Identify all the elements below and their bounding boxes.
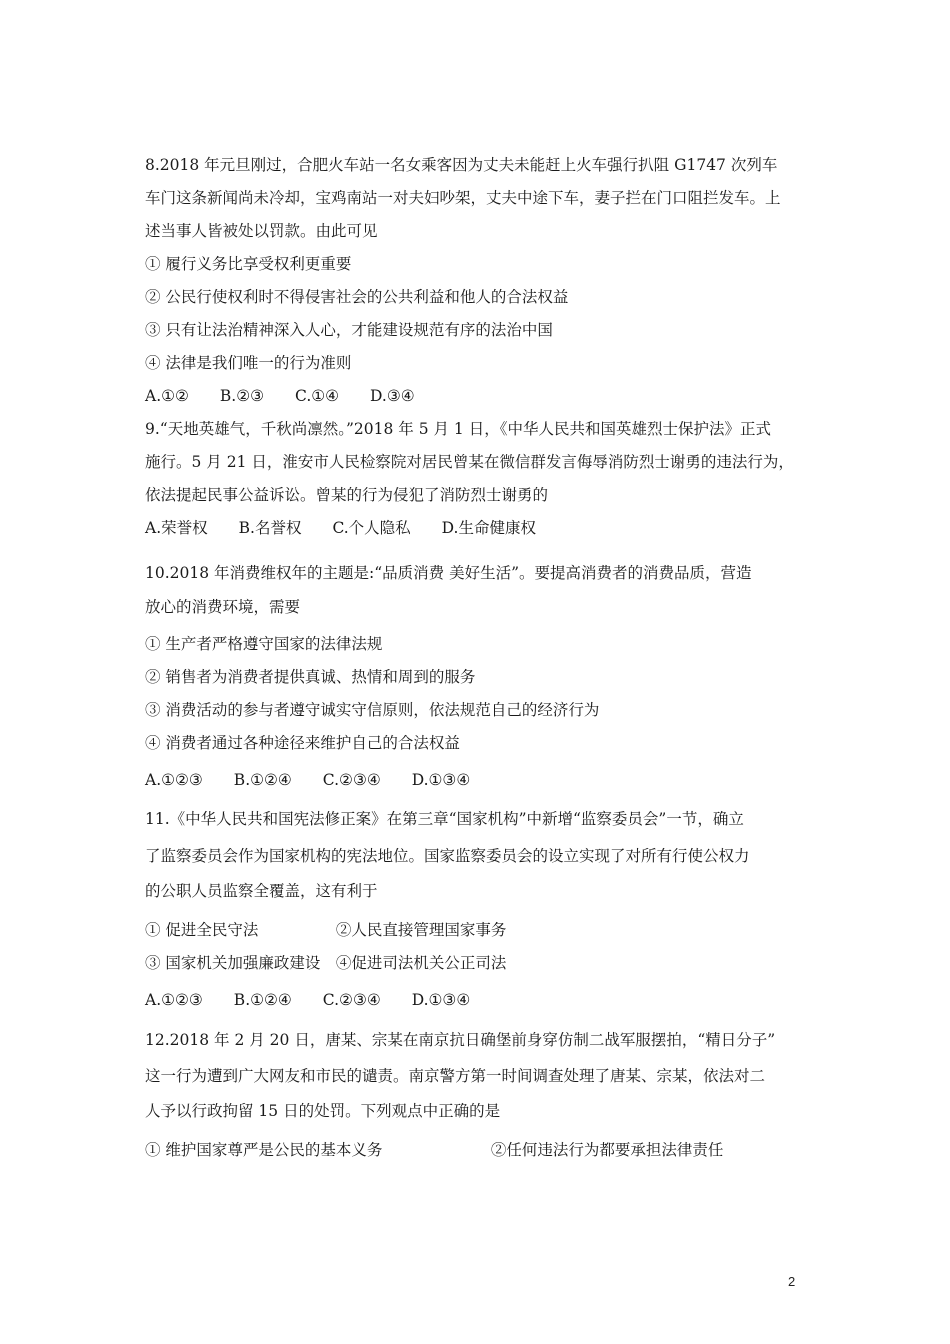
q8-option-1: ① 履行义务比享受权利更重要 [145, 255, 352, 273]
q8-option-3: ③ 只有让法治精神深入人心，才能建设规范有序的法治中国 [145, 321, 553, 339]
q8-stem-line-2: 车门这条新闻尚未冷却，宝鸡南站一对夫妇吵架，丈夫中途下车，妻子拦在门口阻拦发车。上 [145, 189, 781, 207]
q11-stem-line-1: 11.《中华人民共和国宪法修正案》在第三章“国家机构”中新增“监察委员会”一节，确立 [145, 810, 744, 828]
q8-answer-choices: A.①② B.②③ C.①④ D.③④ [145, 387, 415, 405]
q8-option-2: ② 公民行使权利时不得侵害社会的公共利益和他人的合法权益 [145, 288, 569, 306]
q9-stem-line-2: 施行。5 月 21 日，淮安市人民检察院对居民曾某在微信群发言侮辱消防烈士谢勇的违法行为， [145, 453, 794, 471]
q11-stem-line-3: 的公职人员监察全覆盖，这有利于 [145, 882, 378, 900]
q10-stem-line-1: 10.2018 年消费维权年的主题是:“品质消费 美好生活”。要提高消费者的消费品质，营造 [145, 564, 752, 582]
q8-option-4: ④ 法律是我们唯一的行为准则 [145, 354, 352, 372]
q9-answer-choices: A.荣誉权 B.名誉权 C.个人隐私 D.生命健康权 [145, 519, 536, 537]
q11-stem-line-2: 了监察委员会作为国家机构的宪法地位。国家监察委员会的设立实现了对所有行使公权力 [145, 847, 750, 865]
q10-option-3: ③ 消费活动的参与者遵守诚实守信原则，依法规范自己的经济行为 [145, 701, 600, 719]
q9-stem-line-1: 9.“天地英雄气，千秋尚凛然。”2018 年 5 月 1 日，《中华人民共和国英雄烈士保护法》正式 [145, 420, 771, 438]
q8-stem-line-1: 8.2018 年元旦刚过，合肥火车站一名女乘客因为丈夫未能赶上火车强行扒阻 G1747 次列车 [145, 156, 778, 174]
q12-stem-line-1: 12.2018 年 2 月 20 日，唐某、宗某在南京抗日确堡前身穿仿制二战军服摆拍，“精日分子” [145, 1031, 776, 1049]
q11-option-row-2: ③ 国家机关加强廉政建设 ④促进司法机关公正司法 [145, 954, 507, 972]
q12-stem-line-3: 人予以行政拘留 15 日的处罚。下列观点中正确的是 [145, 1102, 501, 1120]
q10-option-2: ② 销售者为消费者提供真诚、热情和周到的服务 [145, 668, 476, 686]
q12-stem-line-2: 这一行为遭到广大网友和市民的谴责。南京警方第一时间调查处理了唐某、宗某，依法对二 [145, 1067, 766, 1085]
q8-stem-line-3: 述当事人皆被处以罚款。由此可见 [145, 222, 378, 240]
q10-option-4: ④ 消费者通过各种途径来维护自己的合法权益 [145, 734, 460, 752]
q12-option-row-1: ① 维护国家尊严是公民的基本义务 ②任何违法行为都要承担法律责任 [145, 1141, 724, 1159]
q10-option-1: ① 生产者严格遵守国家的法律法规 [145, 635, 383, 653]
q11-option-row-1: ① 促进全民守法 ②人民直接管理国家事务 [145, 921, 507, 939]
q10-answer-choices: A.①②③ B.①②④ C.②③④ D.①③④ [145, 771, 471, 789]
q11-answer-choices: A.①②③ B.①②④ C.②③④ D.①③④ [145, 991, 471, 1009]
page-number: 2 [788, 1274, 796, 1289]
q10-stem-line-2: 放心的消费环境，需要 [145, 598, 301, 616]
q9-stem-line-3: 依法提起民事公益诉讼。曾某的行为侵犯了消防烈士谢勇的 [145, 486, 549, 504]
